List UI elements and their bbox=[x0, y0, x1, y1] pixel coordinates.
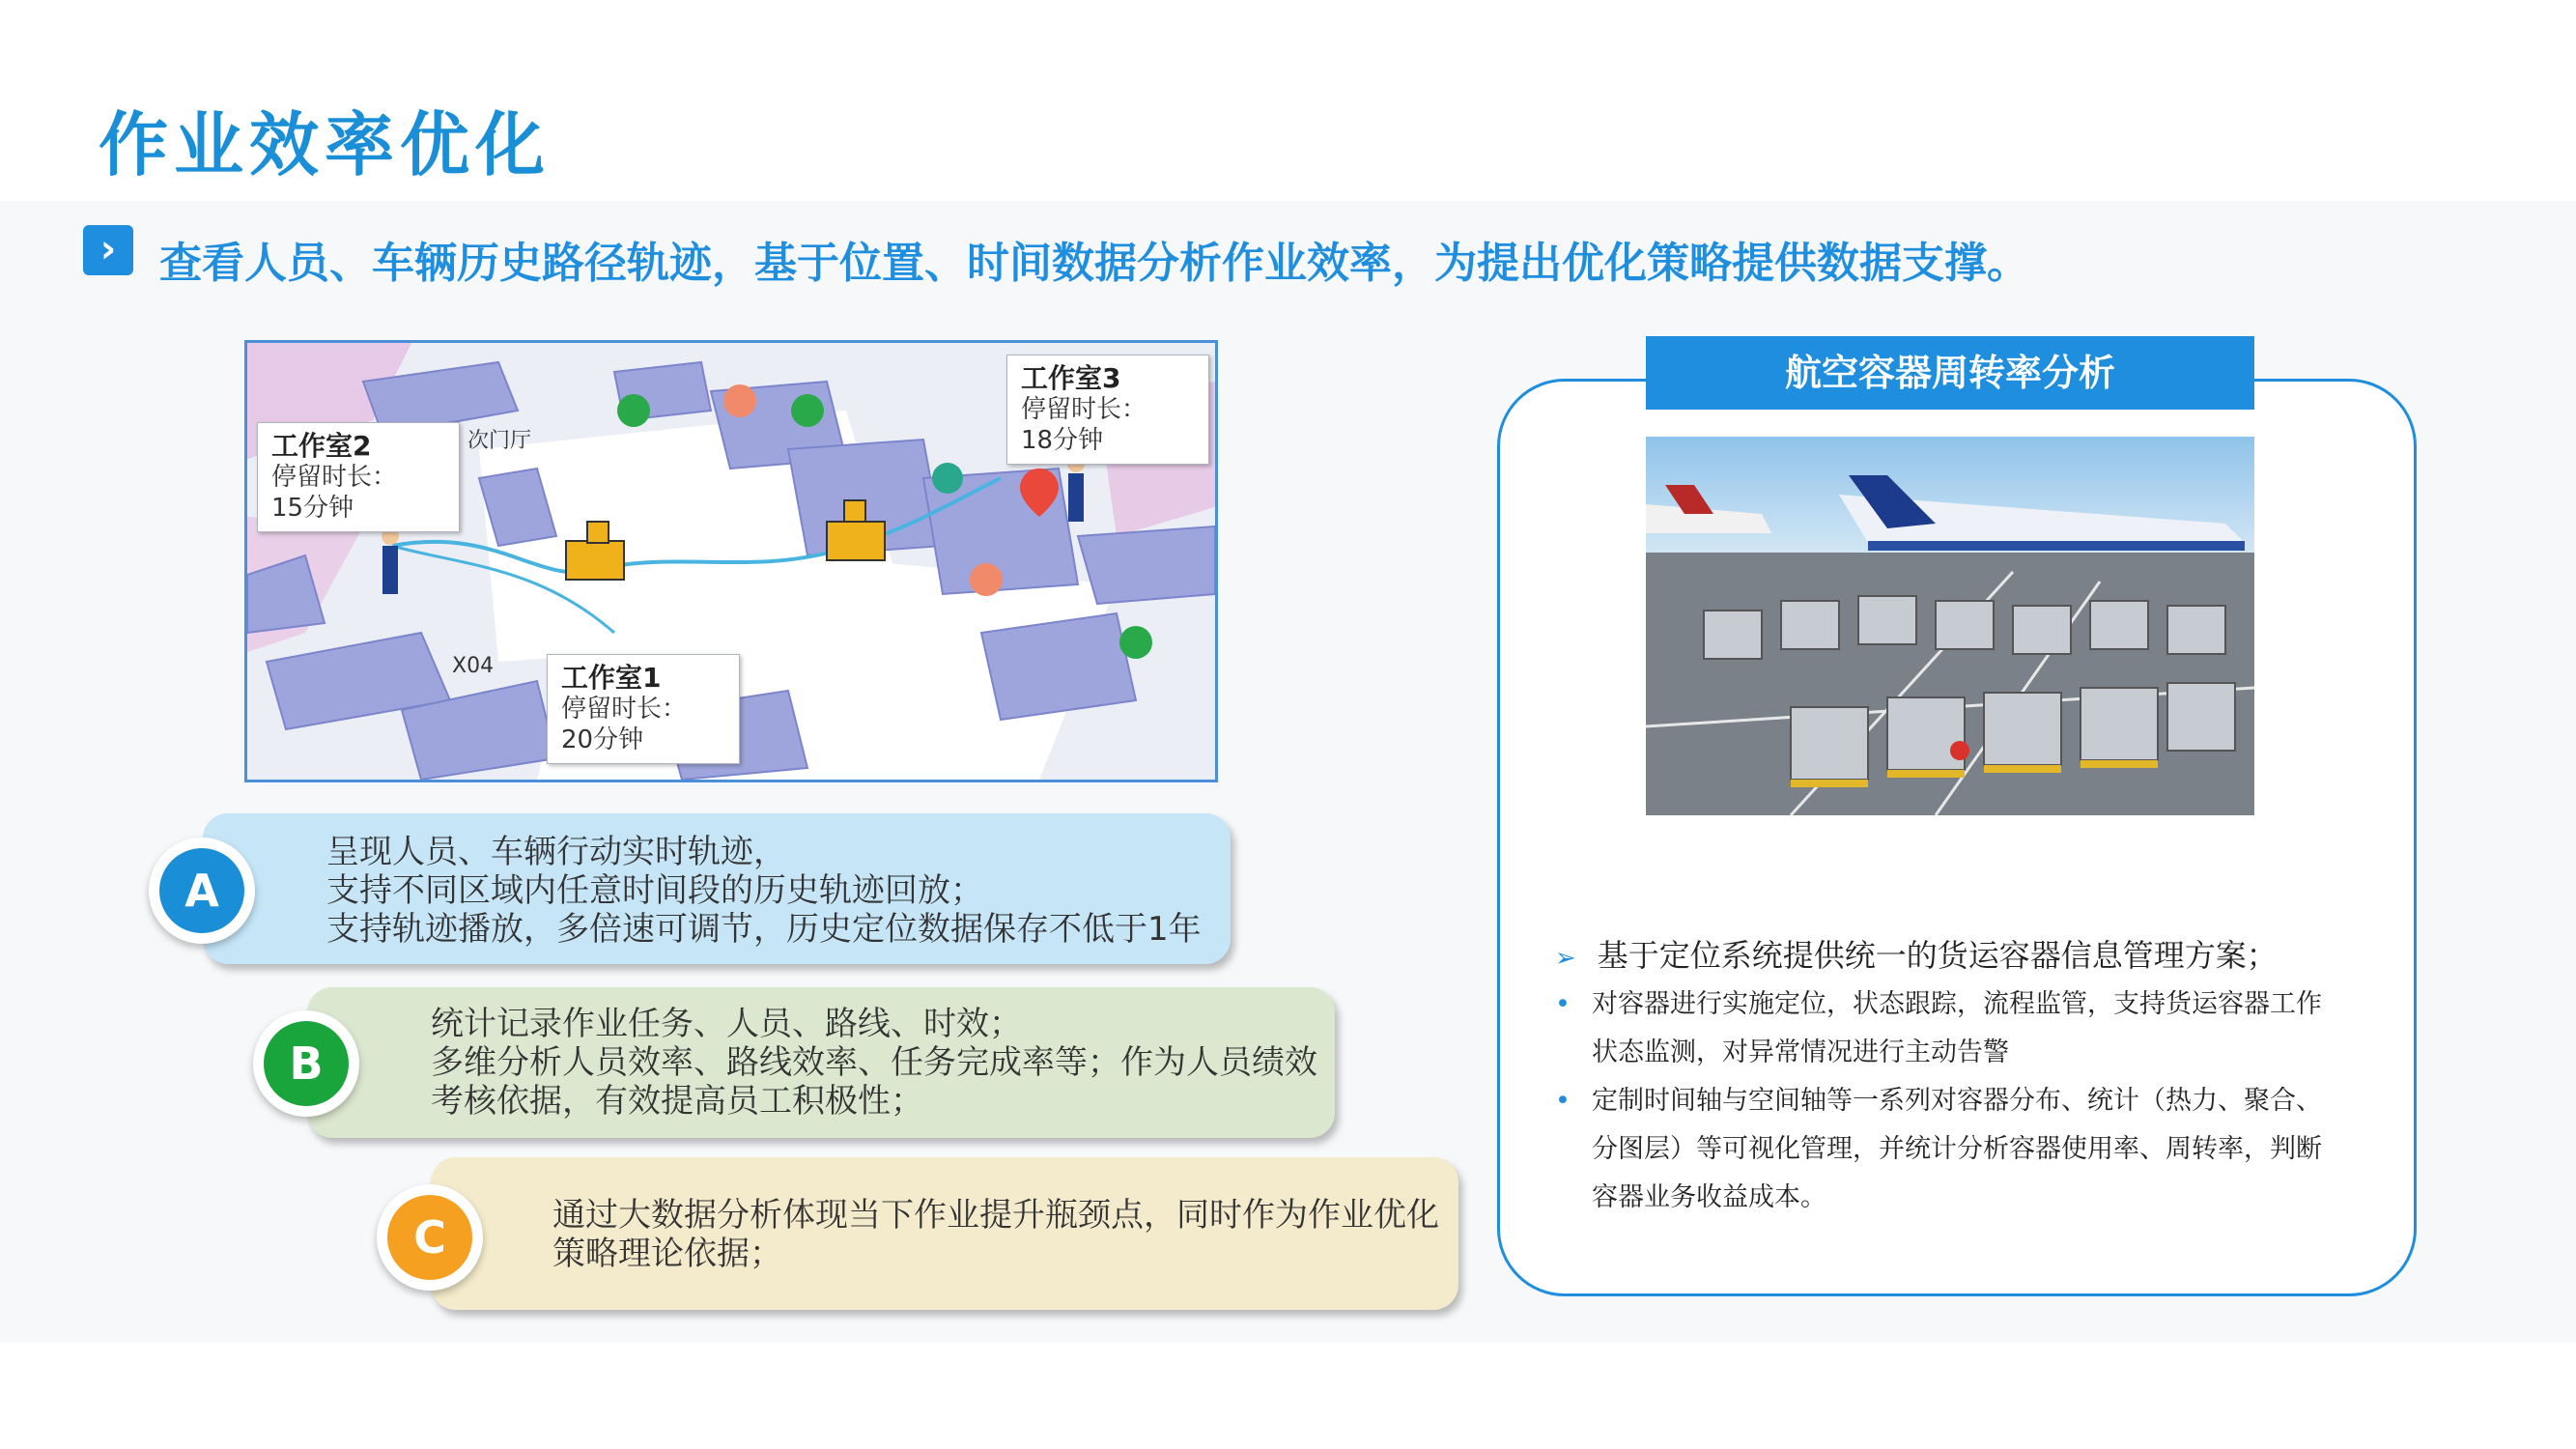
bullet-line: 对容器进行实施定位，状态跟踪，流程监管，支持货运容器工作 bbox=[1592, 989, 2322, 1019]
callout-value: 20分钟 bbox=[561, 725, 644, 754]
feature-line: 考核依据，有效提高员工积极性； bbox=[431, 1082, 923, 1121]
feature-c-text bbox=[552, 1196, 1439, 1273]
trajectory-map bbox=[244, 340, 1218, 782]
bullet-line: 状态监测，对异常情况进行主动告警 bbox=[1592, 1037, 2009, 1067]
page-title: 作业效率优化 bbox=[99, 104, 552, 185]
page-subtitle: 查看人员、车辆历史路径轨迹，基于位置、时间数据分析作业效率，为提出优化策略提供数据支撑。 bbox=[159, 239, 2029, 288]
badge-letter: B bbox=[264, 1021, 349, 1106]
callout-label: 停留时长： bbox=[1021, 395, 1147, 424]
bullet-line: 分图层）等可视化管理，并统计分析容器使用率、周转率，判断 bbox=[1592, 1134, 2322, 1164]
feature-line: 统计记录作业任务、人员、路线、时效； bbox=[431, 1005, 1022, 1043]
feature-line: 支持不同区域内任意时间段的历史轨迹回放； bbox=[326, 871, 983, 910]
arrow-right-icon: ➢ bbox=[1555, 944, 1576, 973]
badge-letter: C bbox=[387, 1195, 472, 1280]
callout-title: 工作室2 bbox=[271, 430, 372, 462]
badge-letter: A bbox=[159, 848, 244, 933]
callout-studio-1 bbox=[547, 654, 740, 764]
callout-label: 停留时长： bbox=[271, 463, 398, 492]
feature-b-badge bbox=[253, 1010, 359, 1117]
callout-value: 15分钟 bbox=[271, 494, 354, 523]
feature-line: 多维分析人员效率、路线效率、任务完成率等；作为人员绩效 bbox=[431, 1043, 1317, 1082]
callout-title: 工作室1 bbox=[561, 662, 662, 694]
callout-studio-3 bbox=[1006, 355, 1209, 465]
feature-a-text bbox=[326, 833, 1202, 949]
card-bullet-text bbox=[1592, 980, 2403, 1077]
feature-line: 支持轨迹播放，多倍速可调节，历史定位数据保存不低于1年 bbox=[326, 910, 1202, 949]
callout-title: 工作室3 bbox=[1021, 362, 1121, 394]
feature-line: 策略理论依据； bbox=[552, 1235, 782, 1273]
callout-value: 18分钟 bbox=[1021, 426, 1104, 455]
bullet-line: 容器业务收益成本。 bbox=[1592, 1182, 1826, 1212]
bullet-line: 定制时间轴与空间轴等一系列对容器分布、统计（热力、聚合、 bbox=[1592, 1086, 2322, 1116]
callout-studio-2 bbox=[257, 422, 460, 532]
card-header: 航空容器周转率分析 bbox=[1646, 336, 2254, 410]
bullet-dot-icon: • bbox=[1555, 989, 1571, 1019]
feature-line: 通过大数据分析体现当下作业提升瓶颈点，同时作为作业优化 bbox=[552, 1196, 1439, 1235]
feature-c-badge bbox=[377, 1184, 483, 1291]
bullet-dot-icon: • bbox=[1555, 1086, 1571, 1116]
feature-a-badge bbox=[149, 838, 255, 944]
feature-line: 呈现人员、车辆行动实时轨迹， bbox=[326, 833, 786, 871]
card-bullet-text bbox=[1592, 1077, 2403, 1222]
callout-label: 停留时长： bbox=[561, 695, 688, 724]
feature-b-text bbox=[431, 1005, 1317, 1121]
card-lead-text: 基于定位系统提供统一的货运容器信息管理方案； bbox=[1597, 937, 2278, 974]
map-label-x04: X04 bbox=[452, 654, 495, 678]
chevron-right-icon: › bbox=[83, 225, 133, 275]
map-label-hall: 次门厅 bbox=[467, 429, 532, 453]
card-lead bbox=[1555, 931, 2278, 976]
airport-photo-illustration bbox=[1646, 437, 2254, 815]
airport-cargo-photo bbox=[1646, 437, 2254, 815]
